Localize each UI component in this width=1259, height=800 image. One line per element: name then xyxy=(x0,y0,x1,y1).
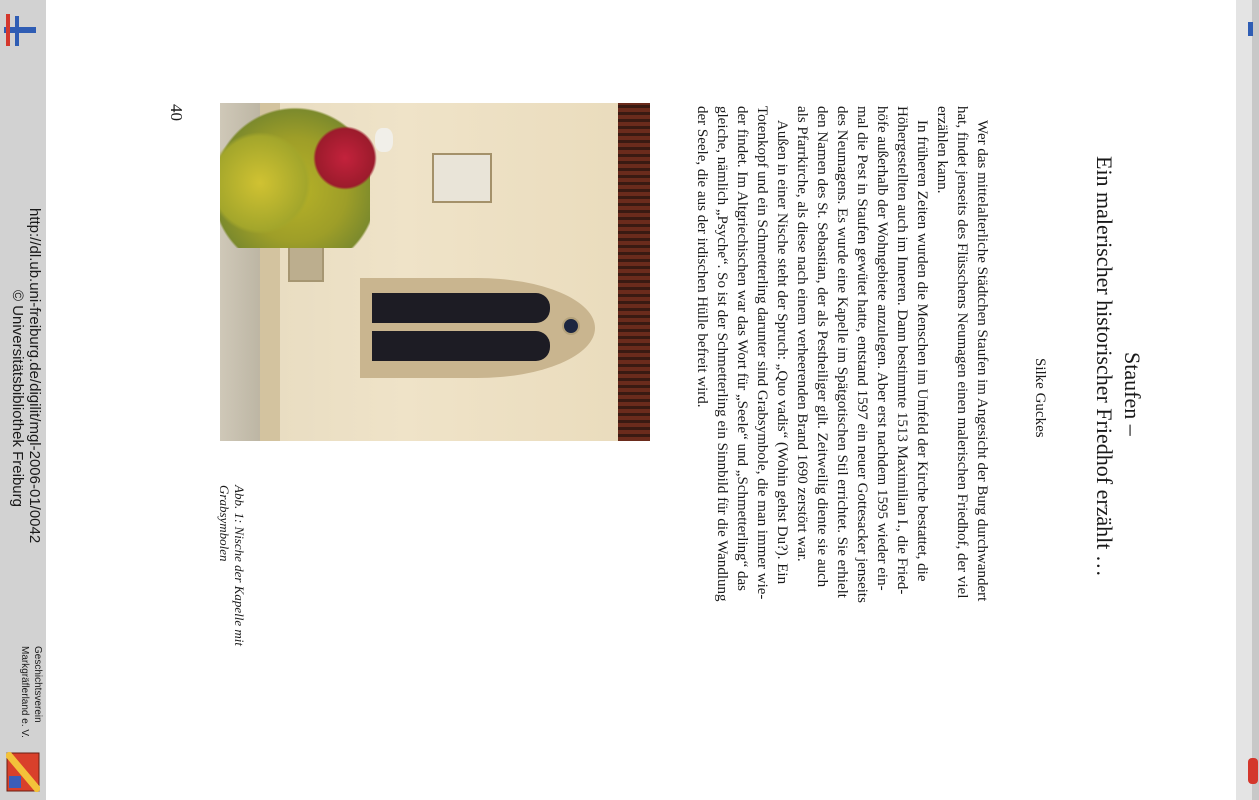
copyright-notice: © Universitätsbibliothek Freiburg xyxy=(9,290,26,507)
right-scan-edge xyxy=(1252,0,1259,800)
body-line: als Pfarrkirche, als diese nach einem verheerenden Brand 1690 zerstört war. xyxy=(794,106,810,562)
photo-roof xyxy=(618,103,650,441)
body-line: des Neumagens. Es wurde eine Kapelle im Spätgotischen Stil errichtet. Sie erhielt xyxy=(834,106,850,598)
window-pane xyxy=(372,293,550,323)
article-title-line2: Ein malerischer historischer Friedhof erzählt … xyxy=(1092,156,1117,577)
source-url[interactable]: http://dl.ub.uni-freiburg.de/digilit/mgl-2006-01/0042 xyxy=(26,208,43,544)
publisher-name-line2: Markgräflerland e. V. xyxy=(19,646,30,738)
body-line: hat, findet jenseits des Flüsschens Neumagen einen malerischen Friedhof, der viel xyxy=(954,106,970,599)
article-title-line1: Staufen – xyxy=(1120,352,1145,436)
publisher-logo xyxy=(6,752,40,792)
registration-mark-right-icon xyxy=(1248,22,1253,36)
registration-dot-right-icon xyxy=(1248,758,1258,784)
registration-mark-red-icon xyxy=(6,14,10,46)
page-number: 40 xyxy=(167,104,186,121)
registration-mark-blue-icon xyxy=(15,16,19,46)
body-line: erzählen kann. xyxy=(934,106,950,194)
body-line: gleiche, nämlich „Psyche“. So ist der Schmetterling ein Sinnbild für die Wandlung xyxy=(714,106,730,602)
rose-window-icon xyxy=(562,317,580,335)
body-line: Wer das mittelalterliche Städtchen Staufen im Angesicht der Burg durchwandert xyxy=(974,120,990,602)
memorial-plaque xyxy=(432,153,492,203)
article-author: Silke Guckes xyxy=(1032,358,1048,438)
body-line: der findet. Im Altgriechischen war das Wort für „Seele“ und „Schmetterling“ das xyxy=(734,106,750,592)
figure-caption-line1: Abb. 1: Nische der Kapelle mit xyxy=(232,485,247,647)
chapel-photo xyxy=(220,103,650,441)
body-line: Außen in einer Nische steht der Spruch: „Quo vadis“ (Wohin gehst Du?). Ein xyxy=(774,120,790,585)
figure-caption-line2: Grabsymbolen xyxy=(217,485,232,562)
body-line: mal die Pest in Staufen gewütet hatte, entstand 1597 ein neuer Gottesacker jenseits xyxy=(854,106,870,603)
flower-bush-red xyxy=(305,123,385,193)
body-line: höfe außerhalb der Wohngebiete anzulegen. Aber erst nachdem 1595 wieder ein- xyxy=(874,106,890,591)
body-line: Höhergestellten auch im Inneren. Dann bestimmte 1513 Maximilian I., die Fried- xyxy=(894,106,910,595)
publisher-name-line1: Geschichtsverein xyxy=(32,646,43,723)
body-line: Totenkopf und ein Schmetterling darunter sind Grabsymbole, die man immer wie- xyxy=(754,106,770,600)
body-line: den Namen des St. Sebastian, der als Pestheiliger gilt. Zeitweilig diente sie auch xyxy=(814,106,830,588)
body-line: In früheren Zeiten wurden die Menschen im Umfeld der Kirche bestattet, die xyxy=(914,120,930,582)
window-pane xyxy=(372,331,550,361)
body-line: der Seele, die aus der irdischen Hülle befreit wird. xyxy=(694,106,710,408)
flower-bush-white xyxy=(375,128,393,152)
